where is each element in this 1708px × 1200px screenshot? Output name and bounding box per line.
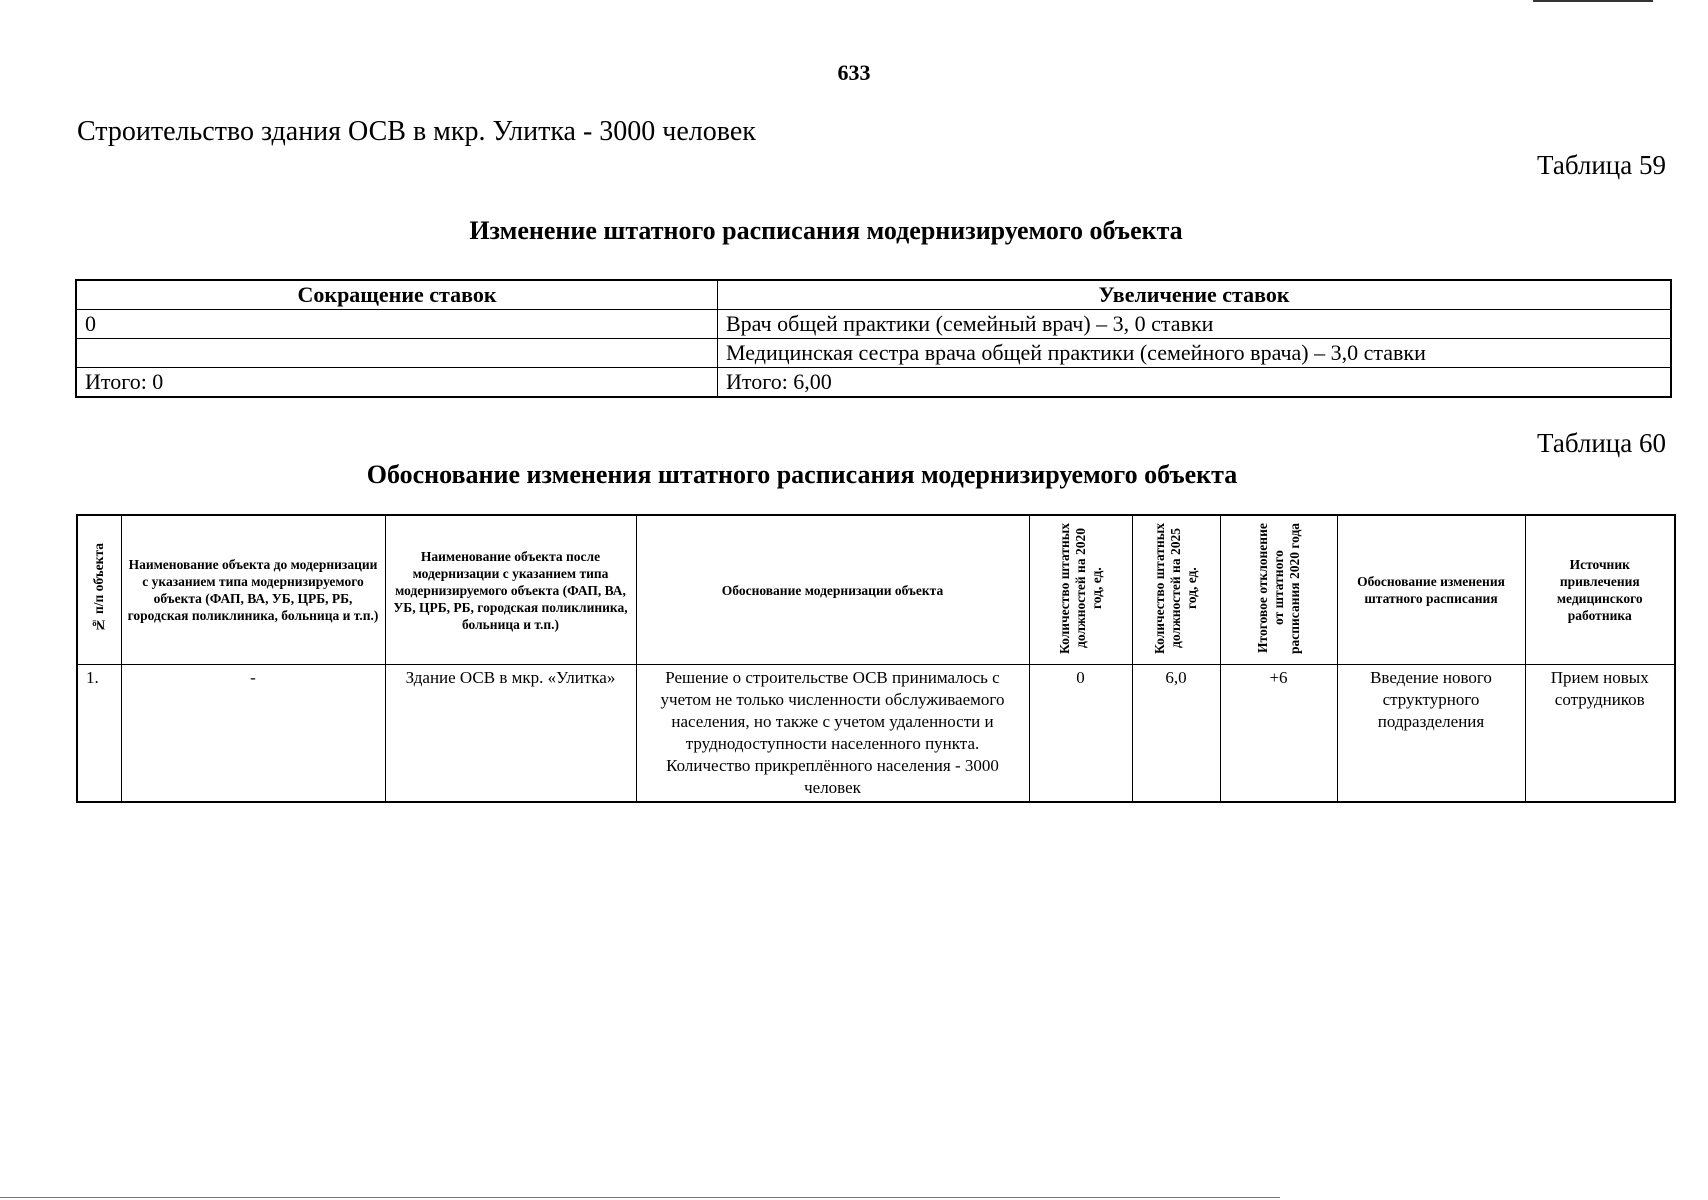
table-header-row <box>76 280 1671 310</box>
header-staff-2020: Количество штатных должностей на 2020 год, ед. <box>1029 515 1132 665</box>
header-modernization-reason: Обоснование модернизации объекта <box>636 515 1029 665</box>
section-title: Строительство здания ОСВ в мкр. Улитка - 3000 человек <box>77 116 756 147</box>
cell-reduction <box>76 339 718 368</box>
cell-reduction-total: Итого: 0 <box>76 368 718 398</box>
page-number: 633 <box>837 60 871 85</box>
table-row <box>76 339 1671 368</box>
bottom-rule-line <box>0 1197 1280 1198</box>
cell-name-after: Здание ОСВ в мкр. «Улитка» <box>385 665 636 803</box>
table-59-title: Изменение штатного расписания модернизируемого объекта <box>469 216 1183 245</box>
cell-deviation: +6 <box>1220 665 1337 803</box>
header-increase: Увеличение ставок <box>718 280 1672 310</box>
header-deviation: Итоговое отклонение от штатного расписания 2020 года <box>1220 515 1337 665</box>
table-60-label: Таблица 60 <box>1537 428 1666 458</box>
table-60-title: Обоснование изменения штатного расписания модернизируемого объекта <box>366 460 1238 489</box>
cell-staff-2020: 0 <box>1029 665 1132 803</box>
cell-modernization-reason: Решение о строительстве ОСВ принималось с учетом не только численности обслуживаемого населения, но также с учетом удаленности и труднодоступности населенного пункта. Количество прикреплённого населения - 3000 человек <box>636 665 1029 803</box>
table-total-row <box>76 368 1671 398</box>
cell-reduction: 0 <box>76 310 718 339</box>
cell-staff-2025: 6,0 <box>1132 665 1220 803</box>
cell-name-before: - <box>121 665 385 803</box>
header-staff-source: Источник привлечения медицинского работника <box>1525 515 1675 665</box>
header-staff-2025: Количество штатных должностей на 2025 год, ед. <box>1132 515 1220 665</box>
header-name-before: Наименование объекта до модернизации с указанием типа модернизируемого объекта (ФАП, ВА, УБ, ЦРБ, РБ, городская поликлиника, больница и т.п.) <box>121 515 385 665</box>
cell-increase: Врач общей практики (семейный врач) – 3, 0 ставки <box>718 310 1672 339</box>
cell-increase: Медицинская сестра врача общей практики (семейного врача) – 3,0 ставки <box>718 339 1672 368</box>
table-row <box>77 665 1675 803</box>
cell-increase-total: Итого: 6,00 <box>718 368 1672 398</box>
header-change-reason: Обоснование изменения штатного расписания <box>1337 515 1525 665</box>
header-object-number: № п/п объекта <box>77 515 121 665</box>
staffing-change-table <box>75 279 1672 398</box>
cell-staff-source: Прием новых сотрудников <box>1525 665 1675 803</box>
top-rule-line <box>1533 0 1653 2</box>
staffing-justification-table <box>76 514 1676 803</box>
table-header-row <box>77 515 1675 665</box>
table-59-label: Таблица 59 <box>1537 150 1666 180</box>
header-name-after: Наименование объекта после модернизации с указанием типа модернизируемого объекта (ФАП, ВА, УБ, ЦРБ, РБ, городская поликлиника, больница и т.п.) <box>385 515 636 665</box>
header-reduction: Сокращение ставок <box>76 280 718 310</box>
cell-change-reason: Введение нового структурного подразделения <box>1337 665 1525 803</box>
cell-object-number: 1. <box>77 665 121 803</box>
table-row <box>76 310 1671 339</box>
